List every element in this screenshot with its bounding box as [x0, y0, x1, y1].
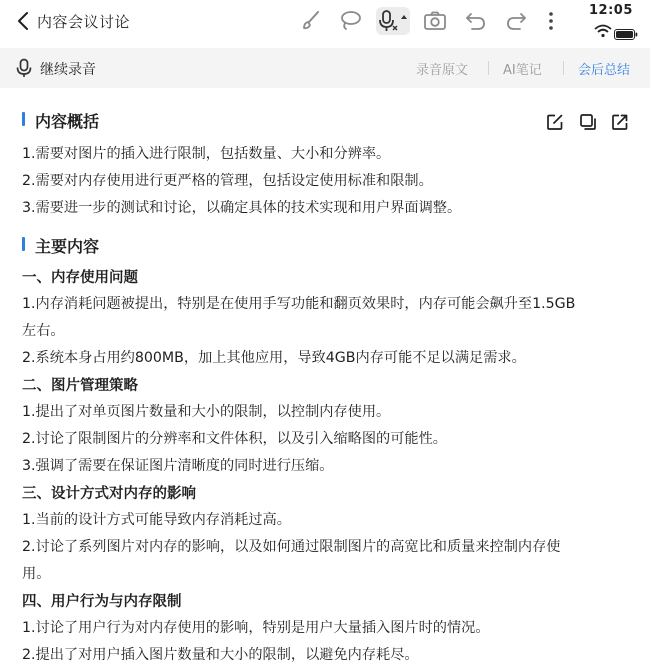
content-line: 2.提出了对用户插入图片数量和大小的限制，以避免内存耗尽。	[22, 647, 419, 663]
content-line: 左右。	[22, 323, 65, 339]
brush-icon[interactable]	[298, 7, 326, 35]
content-line: 1.内存消耗问题被提出，特别是在使用手写功能和翻页效果时，内存可能会飙升至1.5GB	[22, 296, 576, 312]
microphone-icon[interactable]	[15, 58, 33, 82]
content-line: 2.讨论了限制图片的分辨率和文件体积，以及引入缩略图的可能性。	[22, 431, 447, 447]
tab-divider	[563, 61, 564, 75]
summary-title: 内容概括	[35, 112, 100, 131]
tab-meeting-summary[interactable]: 会后总结	[578, 63, 631, 78]
camera-icon[interactable]	[421, 7, 449, 35]
subsection-heading: 二、图片管理策略	[22, 378, 138, 394]
battery-icon	[614, 25, 638, 44]
tab-divider	[488, 61, 489, 75]
content-line: 3.强调了需要在保证图片清晰度的同时进行压缩。	[22, 458, 334, 474]
summary-item: 1.需要对图片的插入进行限制，包括数量、大小和分辨率。	[22, 146, 391, 162]
back-arrow-icon[interactable]	[14, 10, 34, 32]
continue-recording-button[interactable]: 继续录音	[40, 62, 96, 78]
more-icon[interactable]	[544, 7, 558, 35]
copy-icon[interactable]	[579, 113, 597, 131]
redo-icon[interactable]	[502, 7, 530, 35]
share-icon[interactable]	[611, 113, 629, 131]
content-line: 2.讨论了系列图片对内存的影响，以及如何通过限制图片的高宽比和质量来控制内存使	[22, 539, 561, 555]
page-title: 内容会议讨论	[37, 13, 131, 31]
content-line: 1.讨论了用户行为对内存使用的影响，特别是用户大量插入图片时的情况。	[22, 620, 490, 636]
tab-recording-transcript[interactable]: 录音原文	[416, 63, 469, 78]
undo-icon[interactable]	[462, 7, 490, 35]
main-content-title: 主要内容	[35, 237, 100, 256]
top-toolbar	[0, 0, 650, 44]
content-line: 1.当前的设计方式可能导致内存消耗过高。	[22, 512, 291, 528]
summary-item: 3.需要进一步的测试和讨论，以确定具体的技术实现和用户界面调整。	[22, 200, 462, 216]
edit-icon[interactable]	[546, 113, 564, 131]
subsection-heading: 四、用户行为与内存限制	[22, 594, 182, 610]
tab-ai-notes[interactable]: AI笔记	[503, 63, 542, 78]
section-accent-bar	[22, 237, 25, 251]
summary-item: 2.需要对内存使用进行更严格的管理，包括设定使用标准和限制。	[22, 173, 433, 189]
content-line: 用。	[22, 566, 51, 582]
subsection-heading: 一、内存使用问题	[22, 270, 138, 286]
wifi-icon	[594, 23, 612, 42]
content-line: 1.提出了对单页图片数量和大小的限制，以控制内存使用。	[22, 404, 391, 420]
recording-bar	[0, 48, 650, 88]
section-accent-bar	[22, 112, 25, 126]
subsection-heading: 三、设计方式对内存的影响	[22, 486, 196, 502]
lasso-icon[interactable]	[336, 7, 364, 35]
content-line: 2.系统本身占用约800MB，加上其他应用，导致4GB内存可能不足以满足需求。	[22, 350, 526, 366]
status-time: 12:05	[589, 3, 633, 18]
voice-mic-icon[interactable]	[376, 7, 410, 35]
